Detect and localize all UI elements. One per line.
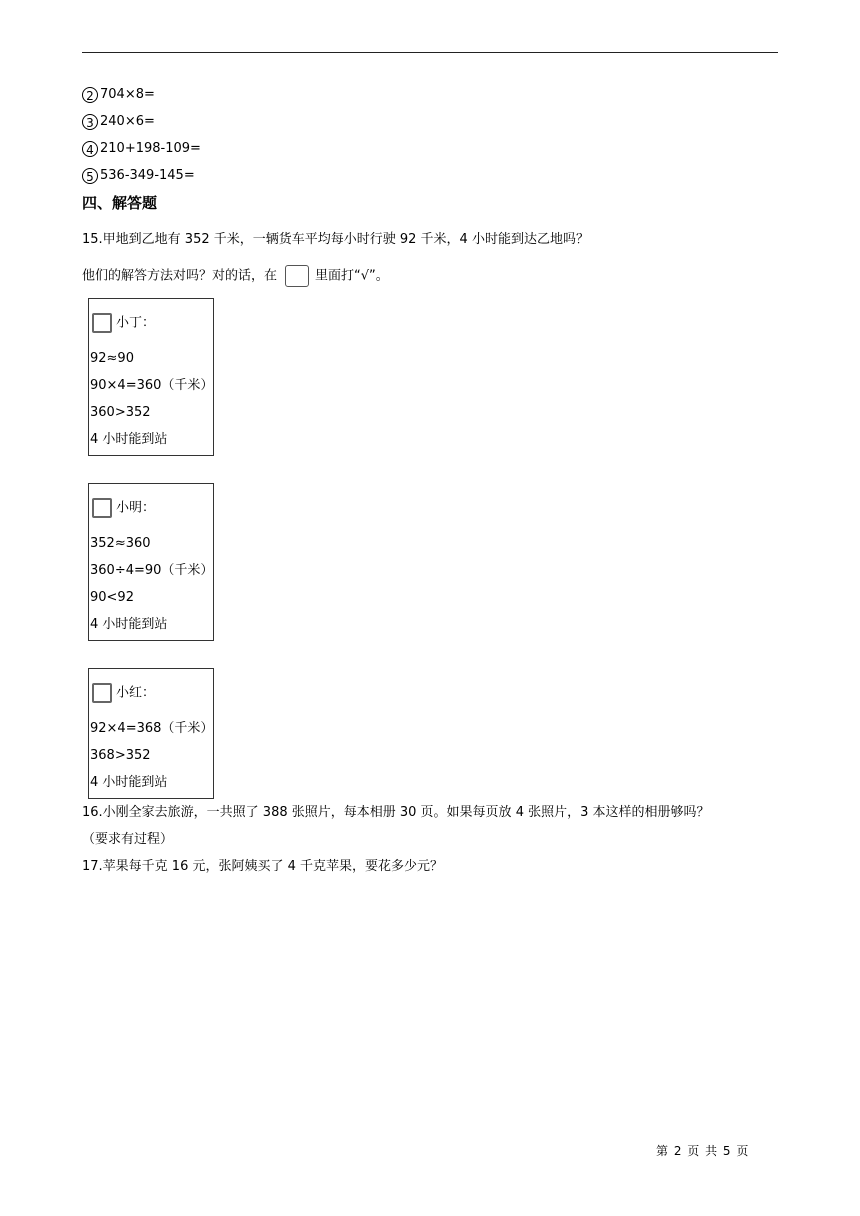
calc-item-5 [82,167,195,186]
student-name: 小红： [116,685,156,701]
card-line: 360÷4=90（千米） [90,563,214,578]
card-line: 4 小时能到站 [90,775,168,790]
circled-number: 5 [82,168,98,184]
question-17: 17.苹果每千克 16 元，张阿姨买了 4 千克苹果，要花多少元？ [82,859,444,874]
checkbox-icon[interactable] [92,313,112,333]
student-name: 小明： [116,500,156,516]
calc-expression: 704×8= [100,87,155,102]
calc-expression: 210+198-109= [100,141,201,156]
instruction-before: 他们的解答方法对吗？对的话，在 [82,268,278,284]
card-line: 90×4=360（千米） [90,378,214,393]
calc-expression: 536-349-145= [100,168,195,183]
answer-card-xiaoming [88,483,214,641]
checkbox-icon[interactable] [92,498,112,518]
card-line: 4 小时能到站 [90,432,168,447]
circled-number: 3 [82,114,98,130]
calc-item-3 [82,113,155,132]
calc-item-2 [82,86,155,105]
question-16-line-2: （要求有过程） [82,832,174,847]
card-line: 4 小时能到站 [90,617,168,632]
circled-number: 4 [82,141,98,157]
card-header [92,498,155,519]
header-rule [82,52,778,53]
card-line: 368>352 [90,748,151,763]
calc-expression: 240×6= [100,114,155,129]
card-header [92,683,155,704]
answer-card-xiaoding [88,298,214,456]
circled-number: 2 [82,87,98,103]
card-line: 90<92 [90,590,134,605]
page-footer: 第 2 页 共 5 页 [656,1144,750,1158]
calc-item-4 [82,140,201,159]
instruction-after: 里面打“√”。 [315,268,389,284]
card-header [92,313,155,334]
question-15-instruction [82,265,389,287]
card-line: 92≈90 [90,351,134,366]
card-line: 92×4=368（千米） [90,721,214,736]
card-line: 352≈360 [90,536,151,551]
answer-card-xiaohong [88,668,214,799]
card-line: 360>352 [90,405,151,420]
question-15: 15.甲地到乙地有 352 千米，一辆货车平均每小时行驶 92 千米，4 小时能到达乙地吗？ [82,232,589,247]
checkbox-icon[interactable] [92,683,112,703]
question-16-line-1: 16.小刚全家去旅游，一共照了 388 张照片，每本相册 30 页。如果每页放 4 张照片，3 本这样的相册够吗？ [82,805,710,820]
answer-box-icon [285,265,309,287]
student-name: 小丁： [116,315,156,331]
section-heading: 四、解答题 [82,194,158,212]
